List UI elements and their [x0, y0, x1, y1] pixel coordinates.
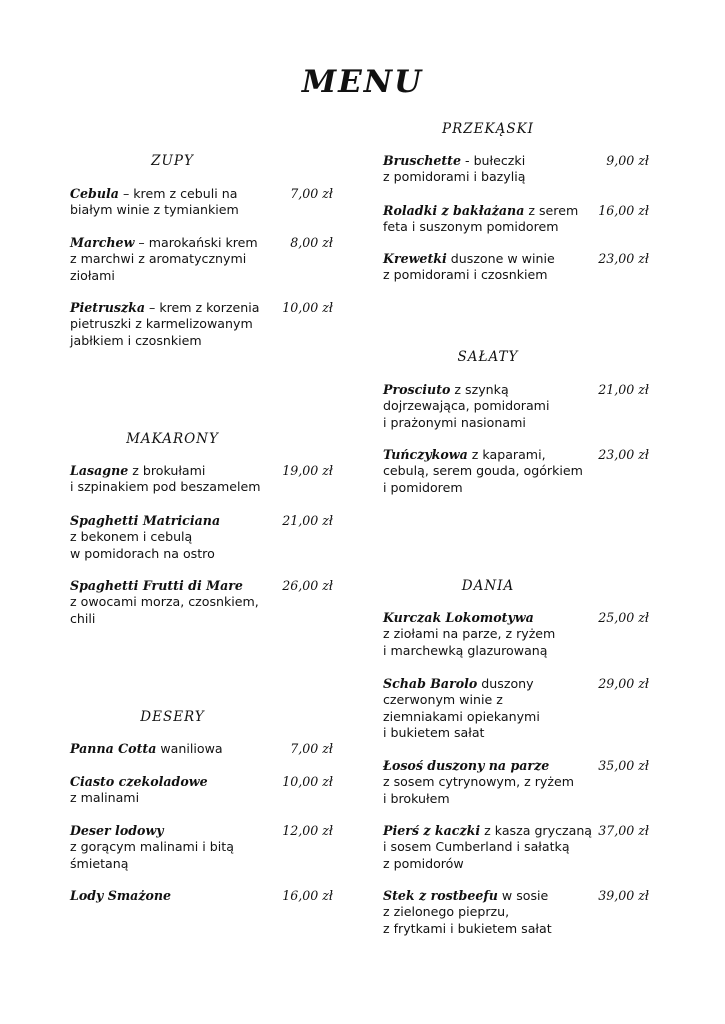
item-name: Cebula	[70, 186, 119, 201]
section-heading-desery: DESERY	[140, 709, 205, 725]
menu-item-roladki-z-baklazana	[383, 203, 649, 236]
menu-item-schab-barolo	[383, 676, 649, 742]
menu-item-pietruszka	[70, 300, 333, 349]
item-description: duszone w winie z pomidorami i czosnkiem	[383, 251, 555, 283]
menu-item-losos-duszony	[383, 758, 649, 807]
item-price: 10,00 zł	[282, 774, 333, 789]
item-description: z kaparami, cebulą, serem gouda, ogórkiem i pomidorem	[383, 447, 583, 495]
menu-item-krewetki	[383, 251, 649, 284]
item-name: Bruschette	[383, 153, 462, 168]
menu-item-kurczak-lokomotywa	[383, 610, 649, 659]
menu-item-ciasto-czekoladowe	[70, 774, 333, 807]
item-name: Lasagne	[70, 463, 129, 478]
section-heading-zupy: ZUPY	[151, 153, 194, 169]
item-description: z sosem cytrynowym, z ryżem i brokułem	[383, 774, 574, 806]
item-description: – krem z cebuli na białym winie z tymiankiem	[70, 186, 239, 218]
item-description: z szynką dojrzewająca, pomidorami i prażonymi nasionami	[383, 382, 550, 430]
item-description: z owocami morza, czosnkiem, chili	[70, 594, 259, 626]
item-price: 16,00 zł	[282, 888, 333, 903]
item-description: w sosie z zielonego pieprzu, z frytkami i bukietem sałat	[383, 888, 552, 936]
item-description: z malinami	[70, 790, 140, 806]
item-price: 29,00 zł	[598, 676, 649, 691]
menu-item-prosciuto	[383, 382, 649, 431]
item-price: 9,00 zł	[606, 153, 649, 168]
section-heading-przekaski: PRZEKĄSKI	[442, 121, 534, 137]
item-name: Ciasto czekoladowe	[70, 774, 208, 789]
item-price: 8,00 zł	[290, 235, 333, 250]
item-description: duszony czerwonym winie z ziemniakami opiekanymi i bukietem sałat	[383, 676, 540, 741]
item-name: Stek z rostbeefu	[383, 888, 498, 903]
item-name: Prosciuto	[383, 382, 451, 397]
item-description: z gorącym malinami i bitą śmietaną	[70, 839, 234, 871]
item-price: 7,00 zł	[290, 741, 333, 756]
item-description: waniliowa	[156, 741, 223, 756]
item-name: Panna Cotta	[70, 741, 157, 756]
menu-item-marchew	[70, 235, 333, 284]
item-name: Spaghetti Frutti di Mare	[70, 578, 243, 593]
item-name: Łosoś duszony na parze	[383, 758, 550, 773]
item-price: 7,00 zł	[290, 186, 333, 201]
item-price: 39,00 zł	[598, 888, 649, 903]
menu-item-panna-cotta	[70, 741, 333, 757]
menu-item-cebula	[70, 186, 333, 219]
item-name: Schab Barolo	[383, 676, 478, 691]
menu-item-lasagne	[70, 463, 333, 496]
item-description: z kasza gryczaną i sosem Cumberland i sałatką z pomidorów	[383, 823, 593, 871]
item-price: 21,00 zł	[282, 513, 333, 528]
menu-item-piers-z-kaczki	[383, 823, 649, 872]
item-price: 35,00 zł	[598, 758, 649, 773]
menu-item-bruschette	[383, 153, 649, 186]
item-description: z ziołami na parze, z ryżem i marchewką glazurowaną	[383, 626, 556, 658]
item-name: Krewetki	[383, 251, 447, 266]
item-description: z brokułami i szpinakiem pod beszamelem	[70, 463, 261, 495]
item-name: Spaghetti Matriciana	[70, 513, 221, 528]
item-description: z serem feta i suszonym pomidorem	[383, 203, 579, 235]
item-price: 25,00 zł	[598, 610, 649, 625]
item-description: – krem z korzenia pietruszki z karmelizowanym jabłkiem i czosnkiem	[70, 300, 260, 348]
item-name: Deser lodowy	[70, 823, 164, 838]
menu-item-stek-z-rostbeefu	[383, 888, 649, 937]
item-name: Tuńczykowa	[383, 447, 468, 462]
item-name: Roladki z bakłażana	[383, 203, 525, 218]
item-price: 23,00 zł	[598, 251, 649, 266]
item-price: 21,00 zł	[598, 382, 649, 397]
item-price: 23,00 zł	[598, 447, 649, 462]
item-price: 37,00 zł	[598, 823, 649, 838]
menu-item-spaghetti-frutti-di-mare	[70, 578, 333, 627]
item-name: Marchew	[70, 235, 135, 250]
menu-title: MENU	[301, 64, 424, 100]
menu-item-lody-smazone	[70, 888, 333, 904]
item-name: Kurczak Lokomotywa	[383, 610, 534, 625]
section-heading-makarony: MAKARONY	[126, 431, 219, 447]
menu-item-deser-lodowy	[70, 823, 333, 872]
menu-item-spaghetti-matriciana	[70, 513, 333, 562]
item-price: 19,00 zł	[282, 463, 333, 478]
section-heading-dania: DANIA	[461, 578, 515, 594]
item-price: 12,00 zł	[282, 823, 333, 838]
item-description: – marokański krem z marchwi z aromatycznymi ziołami	[70, 235, 258, 283]
section-heading-salaty: SAŁATY	[457, 349, 519, 365]
item-price: 26,00 zł	[282, 578, 333, 593]
item-name: Pierś z kaczki	[383, 823, 481, 838]
item-description: z bekonem i cebulą w pomidorach na ostro	[70, 529, 215, 561]
item-name: Pietruszka	[70, 300, 146, 315]
item-price: 10,00 zł	[282, 300, 333, 315]
item-name: Lody Smażone	[70, 888, 172, 903]
item-description: - bułeczki z pomidorami i bazylią	[383, 153, 526, 185]
item-price: 16,00 zł	[598, 203, 649, 218]
menu-item-tunczykowa	[383, 447, 649, 496]
